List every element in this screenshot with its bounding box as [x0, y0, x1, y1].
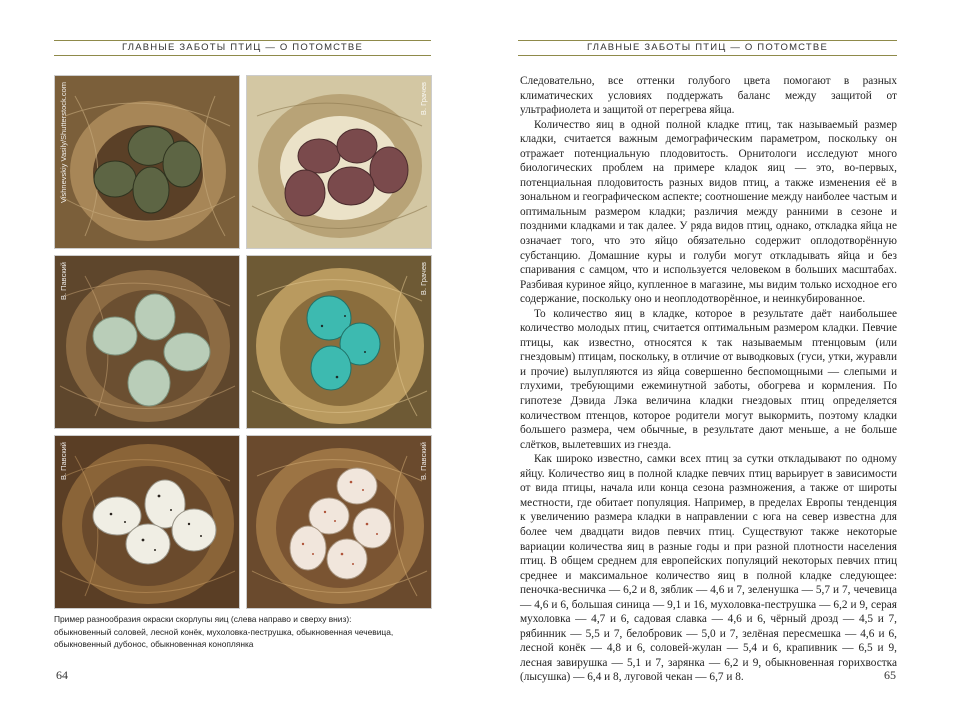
photo-credit: В. Павский — [59, 442, 68, 481]
left-page — [0, 0, 476, 709]
caption-line: обыкновенный дубонос, обыкновенная коноплянка — [54, 639, 254, 649]
nest-illustration — [55, 76, 240, 249]
egg — [298, 139, 340, 173]
photo-credit: Vishnevskiy Vasily/Shutterstock.com — [59, 82, 68, 204]
nest-illustration — [247, 76, 432, 249]
egg — [337, 468, 377, 504]
photo-hawfinch-eggs — [54, 435, 240, 609]
egg — [93, 317, 137, 355]
photo-credit: В. Грачев — [419, 82, 428, 116]
egg — [128, 360, 170, 406]
nest-illustration — [247, 436, 432, 609]
egg — [172, 509, 216, 551]
photo-credit: В. Павский — [59, 262, 68, 301]
nest-illustration — [55, 256, 240, 429]
paragraph: Количество яиц в одной полной кладке птиц, так называемый размер кладки, считается важным демографическим параметром, поскольку он отражает потенциальную плодовитость. Орнитологи исследуют много биологических проблем на примере кладок яиц — это, во-первых, потенциальная плодовитость разных видов птиц, а также изменения её в зональном и географическом аспекте; соотношение между наиболее частым и оптимальным размером кладки; различия между ранними в сезоне и поздними кладками и так далее. У ряда видов птиц, однако, откладка яйца не означает того, что это яйцо обязательно содержит оплодотворённую субстанцию. Домашние куры и голуби могут откладывать яйца и без спаривания с самцом, что и используется человеком в больших масштабах. Разбивая куриное яйцо, купленное в магазине, мы видим только исходное его содержание, поскольку оно и неоплодотворённое, и неинкубированное. — [520, 118, 897, 306]
page-number-right: 65 — [884, 668, 896, 682]
caption-line: обыкновенный соловей, лесной конёк, мухоловка-пеструшка, обыкновенная чечевица, — [54, 626, 394, 637]
egg — [328, 167, 374, 205]
paragraph: Как широко известно, самки всех птиц за сутки откладывают по одному яйцу. Количество яиц в полной кладке певчих птиц варьирует в зависимости от вида птицы, начала или конца сезона размножения, а также от широты местности, где обитает популяция. Например, в пределах Европы тенденция к увеличению размера кладки в направлении с юга на север известна для более чем двадцати видов певчих птиц. Существуют также некоторые вариации количества яиц в разные годы и при разной плотности населения птиц. В общем среднем для европейских популяций некоторых певчих птиц среднее и максимальное количество яиц в полной кладке следующее: пеночка-весничка — 6,2 и 8, зяблик — 4,6 и 7, зеленушка — 5,7 и 7, чечевица — 4,6 и 6, большая синица — 9,1 и 16, мухоловка-пеструшка — 6,2 и 9, серая мухоловка — 4,7 и 6, садовая славка — 4,6 и 6, чёрный дрозд — 4,5 и 7, рябинник — 5,5 и 7, белобровик — 5,0 и 7, зелёная пересмешка — 4,6 и 6, лесной конёк — 4,8 и 6, соловей-жулан — 5,4 и 6, крапивник — 6,5 и 9, лесная завирушка — 5,1 и 7, зарянка — 6,2 и 9, обыкновенная горихвостка (лысушка) — 6,4 и 8, луговой чекан — 6,7 и 8. — [520, 453, 897, 684]
photo-common-rosefinch-eggs — [246, 255, 432, 429]
body-text — [520, 74, 897, 685]
running-head-left: ГЛАВНЫЕ ЗАБОТЫ ПТИЦ — О ПОТОМСТВЕ — [54, 40, 431, 56]
egg — [337, 129, 377, 163]
photo-grid — [54, 75, 432, 609]
egg — [126, 524, 170, 564]
egg — [353, 508, 391, 548]
page-number-left: 64 — [56, 668, 68, 682]
right-page — [477, 0, 953, 709]
photo-nightingale-eggs — [54, 75, 240, 249]
paragraph: То количество яиц в кладке, которое в результате даёт наибольшее количество молодых птиц, считается оптимальным размером кладки. Певчие птицы, как известно, относятся к так называемым птенцовым (или гнездовым) птицам, поскольку, в отличие от выводковых (гуси, утки, журавли и прочие) вылупляются из яйца совершенно беспомощными — слепыми и глухими, требующими ежеминутной заботы, обогрева и кормления. По гипотезе Дэвида Лэка величина кладки гнездовых птиц определяется количеством птенцов, которое родители могут выкормить, поэтому кладки большего размера, чем обычные, в результате дают меньше, а не больше слётков, вылетевших из гнезда. — [520, 307, 897, 451]
egg — [370, 147, 408, 193]
egg — [135, 294, 175, 340]
egg — [94, 161, 136, 197]
photo-tree-pipit-eggs — [246, 75, 432, 249]
egg — [285, 170, 325, 216]
figure-caption — [54, 613, 434, 651]
nest-illustration — [247, 256, 432, 429]
photo-credit: В. Павский — [419, 442, 428, 481]
egg — [327, 539, 367, 579]
egg — [164, 333, 210, 371]
caption-line: Пример разнообразия окраски скорлупы яиц (слева направо и сверху вниз): — [54, 614, 352, 624]
egg — [311, 346, 351, 390]
paragraph: Следовательно, все оттенки голубого цвета помогают в разных климатических условиях поддержать баланс между защитой от ультрафиолета и защитой от перегрева яйца. — [520, 75, 897, 117]
photo-linnet-eggs — [246, 435, 432, 609]
photo-pied-flycatcher-eggs — [54, 255, 240, 429]
egg — [290, 526, 326, 570]
nest-illustration — [55, 436, 240, 609]
photo-credit: В. Грачев — [419, 262, 428, 296]
egg — [163, 141, 201, 187]
egg — [133, 167, 169, 213]
running-head-right: ГЛАВНЫЕ ЗАБОТЫ ПТИЦ — О ПОТОМСТВЕ — [518, 40, 897, 56]
